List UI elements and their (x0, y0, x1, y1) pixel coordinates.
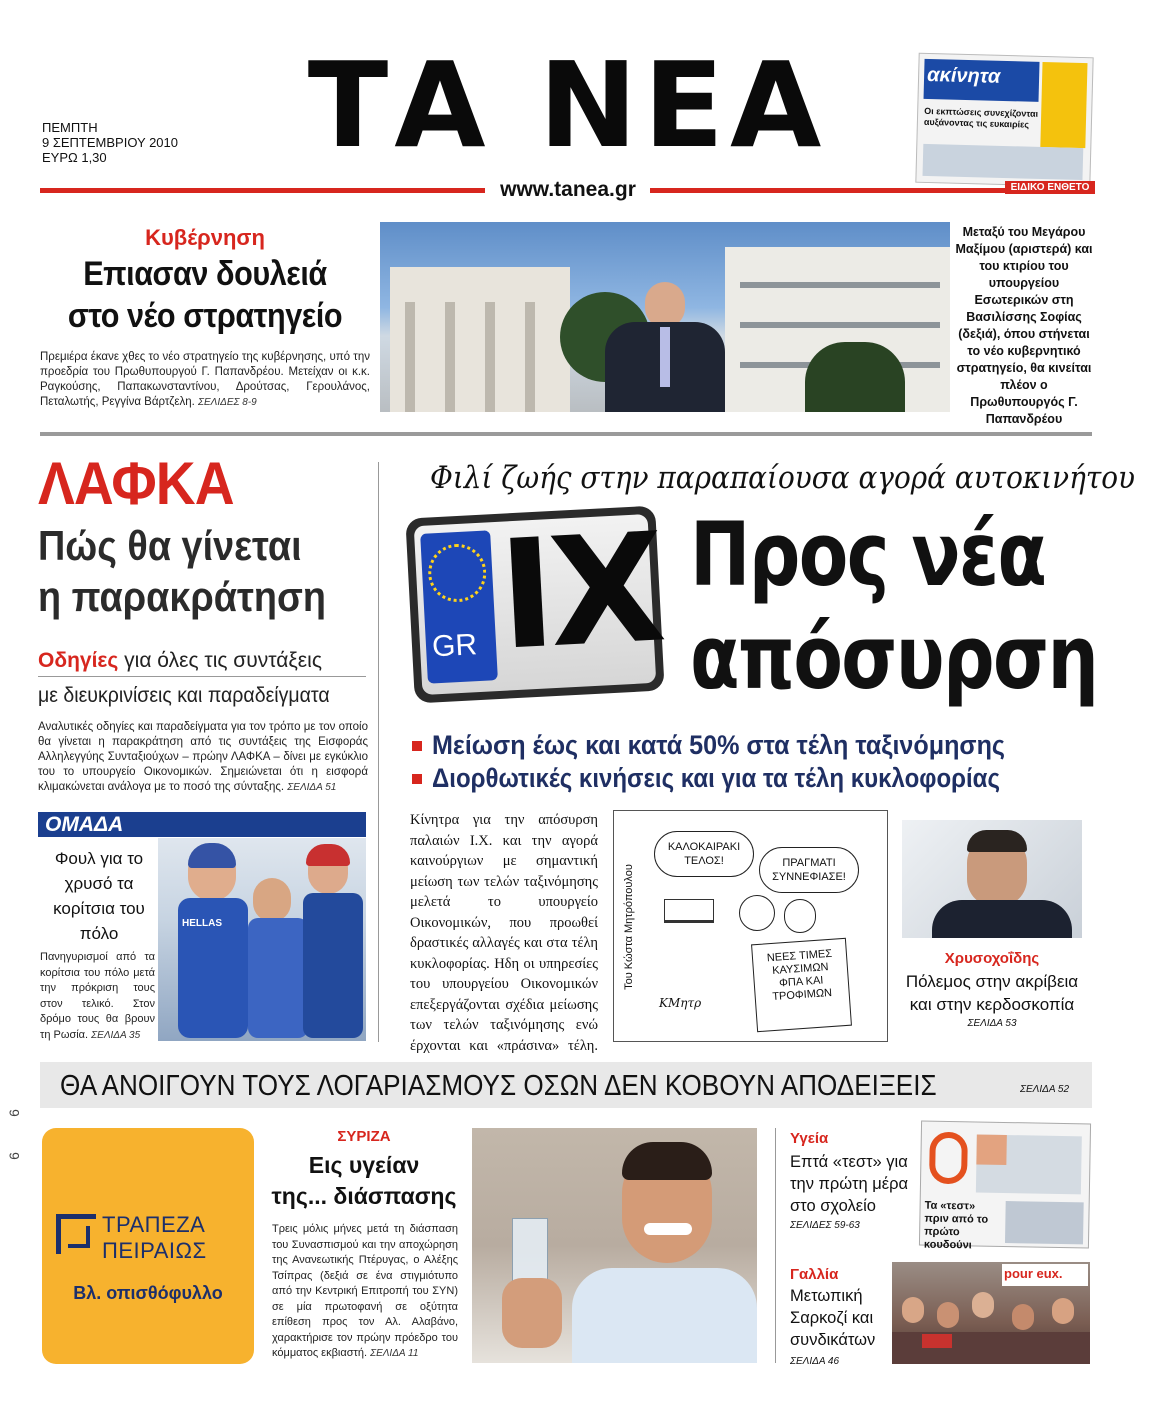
bullet-square-icon (412, 741, 422, 751)
ad-line-1: ΤΡΑΠΕΖΑ (102, 1212, 206, 1237)
top-story-body-text: Πρεμιέρα έκανε χθες το νέο στρατηγείο της κυβέρνησης, υπό την προεδρία του Πρωθυπουργού Γ. Παπανδρέου. Μετείχαν οι κ.κ. Ραγκούσης, Παπακωνσταντίνου, Δρούτσας, Γερουλάνος, Πεταλωτής, Ρεγγίνα Βάρτζελη. (40, 351, 370, 408)
top-story-photo (380, 222, 950, 412)
ygeia-section: Υγεία (790, 1130, 829, 1147)
masthead-title: ΤΑ ΝΕΑ (307, 36, 828, 174)
insert-headline: Οι εκπτώσεις συνεχίζονται αυξάνοντας τις ευκαιρίες (923, 105, 1039, 130)
lafka-sub-1: για όλες τις συντάξεις (124, 649, 322, 672)
main-headline-1[interactable]: Προς νέα (690, 503, 1046, 606)
lafka-sub-red: Οδηγίες (38, 649, 119, 672)
column-divider (378, 462, 379, 1042)
ygeia-thumb-caption: Τα «τεστ» πριν από το πρώτο κουδούνι (923, 1199, 989, 1252)
cartoon-bubble-1: ΚΑΛΟΚΑΙΡΑΚΙ ΤΕΛΟΣ! (654, 831, 754, 877)
plate-text: IX (494, 501, 664, 684)
chrysochoidis-name: Χρυσοχοΐδης (944, 950, 1040, 967)
plate-country: GR (431, 628, 478, 664)
banner-page-ref[interactable]: ΣΕΛΙΔΑ 52 (1020, 1084, 1070, 1095)
main-story-kicker: Φιλί ζωής στην παραπαίουσα αγορά αυτοκινήτου (430, 460, 1136, 496)
cartoon-figure-head (784, 899, 816, 933)
syriza-headline-1[interactable]: Εις υγείαν (308, 1152, 420, 1178)
main-bullet-2 (412, 763, 1102, 794)
top-story-caption: Μεταξύ του Μεγάρου Μαξίμου (αριστερά) και του κτιρίου του υπουργείου Εσωτερικών στη Βασιλίσσης Σοφίας (δεξιά), όπου στήνεται το νέο κυβερνητικό στρατηγείο, θα κινείται πλέον ο Πρωθυπουργός Γ. Παπανδρέου (955, 225, 1093, 426)
top-story-headline-1[interactable]: Επιασαν δουλειά (83, 255, 327, 293)
insert-thumbnail[interactable] (915, 53, 1093, 188)
ygeia-thumb-logo-icon (929, 1132, 968, 1185)
omada-cap-text: HELLAS (182, 918, 222, 929)
gallia-photo (892, 1262, 1090, 1364)
top-story-section: Κυβέρνηση (145, 225, 265, 250)
gallia-sign: pour eux. (1004, 1266, 1063, 1281)
main-bullet-1 (412, 730, 1102, 761)
cartoon-credit: Του Κώστα Μητρόπουλου (623, 864, 635, 990)
omada-body-text: Πανηγυρισμοί από τα κορίτσια του πόλο μετά την πρόκριση τους στον τελικό. Στον δρόμο τους θα βρουν τη Ρωσία. (40, 951, 155, 1041)
syriza-headline-2[interactable]: της... διάσπασης (271, 1183, 457, 1209)
masthead-day: ΠΕΜΠΤΗ (42, 120, 98, 135)
gallia-page-ref[interactable]: ΣΕΛΙΔΑ 46 (790, 1356, 840, 1367)
main-bullet-2-text: Διορθωτικές κινήσεις και για τα τέλη κυκλοφορίας (432, 763, 1001, 793)
masthead-date: 9 ΣΕΠΤΕΜΒΡΙΟΥ 2010 (42, 135, 178, 150)
cartoon-frame (613, 810, 888, 1042)
lafka-body-text: Αναλυτικές οδηγίες και παραδείγματα για τον τρόπο με τον οποίο θα γίνεται η παρακράτηση από τις συντάξεις της Εισφοράς Αλληλεγγύης Συνταξιούχων – πρώην ΛΑΦΚΑ – δίνει με εγκύκλιο του το υπουργείο Οικονομικών. Σημειώνεται ότι η εισφορά κλιμακώνεται ανάλογα με το ποσό της σύνταξης. (38, 721, 368, 793)
omada-label: ΟΜΑΔΑ (45, 813, 124, 836)
lafka-page-ref[interactable]: ΣΕΛΙΔΑ 51 (287, 782, 337, 793)
chrysochoidis-page-ref[interactable]: ΣΕΛΙΔΑ 53 (967, 1018, 1017, 1029)
masthead-date-box (42, 120, 202, 165)
top-story-page-ref[interactable]: ΣΕΛΙΔΕΣ 8-9 (198, 397, 257, 408)
omada-photo (158, 838, 366, 1041)
lafka-headline-2[interactable]: η παρακράτηση (38, 573, 326, 620)
column-divider-bottom (775, 1128, 776, 1363)
banner-text[interactable]: ΘΑ ΑΝΟΙΓΟΥΝ ΤΟΥΣ ΛΟΓΑΡΙΑΣΜΟΥΣ ΟΣΩΝ ΔΕΝ ΚΟΒΟΥΝ ΑΠΟΔΕΙΞΕΙΣ (60, 1070, 937, 1102)
lafka-body (38, 720, 368, 795)
syriza-body-text: Τρεις μόλις μήνες μετά τη διάσπαση του Συνασπισμού και την αποχώρηση της Ανανεωτικής Πτέρυγας, ο Αλέξης Τσίπρας (δεξιά σε ένα στιγμιότυπο από την Κεντρική Επιτροπή του ΣΥΝ) σε μία πρωτοφανή σε οξύτητα επίθεση προς τον Αλ. Αλαβάνο, χαρακτήρισε τον πρώην πρόεδρο του κόμματος εκβιαστή. (272, 1223, 458, 1359)
main-bullet-1-text: Μείωση έως και κατά 50% στα τέλη ταξινόμησης (432, 730, 1006, 760)
bullet-square-icon (412, 774, 422, 784)
chrysochoidis-headline[interactable]: Πόλεμος στην ακρίβεια και στην κερδοσκοπία (905, 972, 1079, 1014)
cartoon-acropolis-icon (664, 899, 714, 923)
cartoon-paper-line-2: ΚΑΥΣΙΜΩΝ (771, 961, 829, 977)
lafka-rule (38, 676, 366, 677)
margin-mark-b: 6 (5, 1152, 22, 1160)
syriza-body (272, 1222, 458, 1362)
cartoon-paper-line-3: ΦΠΑ ΚΑΙ (778, 974, 824, 990)
lafka-headline-1[interactable]: Πώς θα γίνεται (38, 522, 302, 569)
lafka-sub-line-2: με διευκρινίσεις και παραδείγματα (38, 684, 330, 707)
masthead-url[interactable]: www.tanea.gr (500, 178, 636, 201)
ygeia-headline[interactable]: Επτά «τεστ» για την πρώτη μέρα στο σχολείο (790, 1153, 909, 1215)
cartoon-newspaper (751, 938, 852, 1032)
piraeus-bank-ad[interactable] (42, 1128, 254, 1364)
main-headline-2[interactable]: απόσυρση (690, 606, 1098, 709)
cartoon-bubble-2: ΠΡΑΓΜΑΤΙ ΣΥΝΝΕΦΙΑΣΕ! (759, 847, 859, 893)
lafka-title[interactable]: ΛΑΦΚΑ (38, 450, 234, 517)
omada-body (40, 950, 155, 1043)
cartoon-signature: ΚΜητρ (659, 996, 702, 1010)
syriza-section: ΣΥΡΙΖΑ (337, 1128, 391, 1145)
omada-page-ref[interactable]: ΣΕΛΙΔΑ 35 (91, 1029, 141, 1041)
top-story-body (40, 350, 370, 410)
ad-footer: Βλ. οπισθόφυλλο (73, 1283, 223, 1303)
gallia-section: Γαλλία (790, 1266, 839, 1283)
license-plate (405, 501, 664, 704)
masthead-price: ΕΥΡΩ 1,30 (42, 150, 107, 165)
syriza-photo (472, 1128, 757, 1363)
syriza-page-ref[interactable]: ΣΕΛΙΔΑ 11 (370, 1348, 419, 1359)
masthead-rule-left (40, 188, 485, 193)
main-story-body (410, 810, 598, 1079)
cartoon-paper-line-4: ΤΡΟΦΙΜΩΝ (771, 986, 833, 1004)
chrysochoidis-photo (902, 820, 1082, 938)
insert-label: ΕΙΔΙΚΟ ΕΝΘΕΤΟ (1005, 181, 1095, 194)
omada-headline[interactable]: Φουλ για το χρυσό τα κορίτσια του πόλο (53, 849, 145, 943)
divider-top (40, 432, 1092, 436)
ygeia-page-ref[interactable]: ΣΕΛΙΔΕΣ 59-63 (790, 1220, 860, 1231)
cartoon-figure-head (739, 895, 775, 931)
piraeus-logo-icon-inner (68, 1226, 90, 1248)
ad-line-2: ΠΕΙΡΑΙΩΣ (102, 1238, 207, 1263)
main-story-body-text: Κίνητρα για την απόσυρση παλαιών Ι.Χ. και την αγορά καινούργιων με σημαντική μείωση των τελών ταξινόμησης μελετά το υπουργείο Οικονομικών, που προωθεί δραστικές αλλαγές και στα τέλη κυκλοφορίας. Ηδη οι υπηρεσίες του υπουργείου Οικονομικών επεξεργάζονται σχέδια μείωσης των τελών ταξινόμησης ενώ έρχονται και «πράσινα» τέλη. (410, 812, 598, 1054)
cartoon-paper-line-1: ΝΕΕΣ ΤΙΜΕΣ (766, 947, 833, 965)
insert-logo: ακίνητα (926, 63, 1001, 88)
ygeia-thumbnail[interactable] (919, 1121, 1091, 1252)
gallia-headline[interactable]: Μετωπική Σαρκοζί και συνδικάτων (790, 1287, 876, 1349)
top-story-headline-2[interactable]: στο νέο στρατηγείο (67, 297, 343, 335)
lafka-sub-line-1 (38, 648, 368, 674)
margin-mark-a: 6 (5, 1109, 22, 1117)
